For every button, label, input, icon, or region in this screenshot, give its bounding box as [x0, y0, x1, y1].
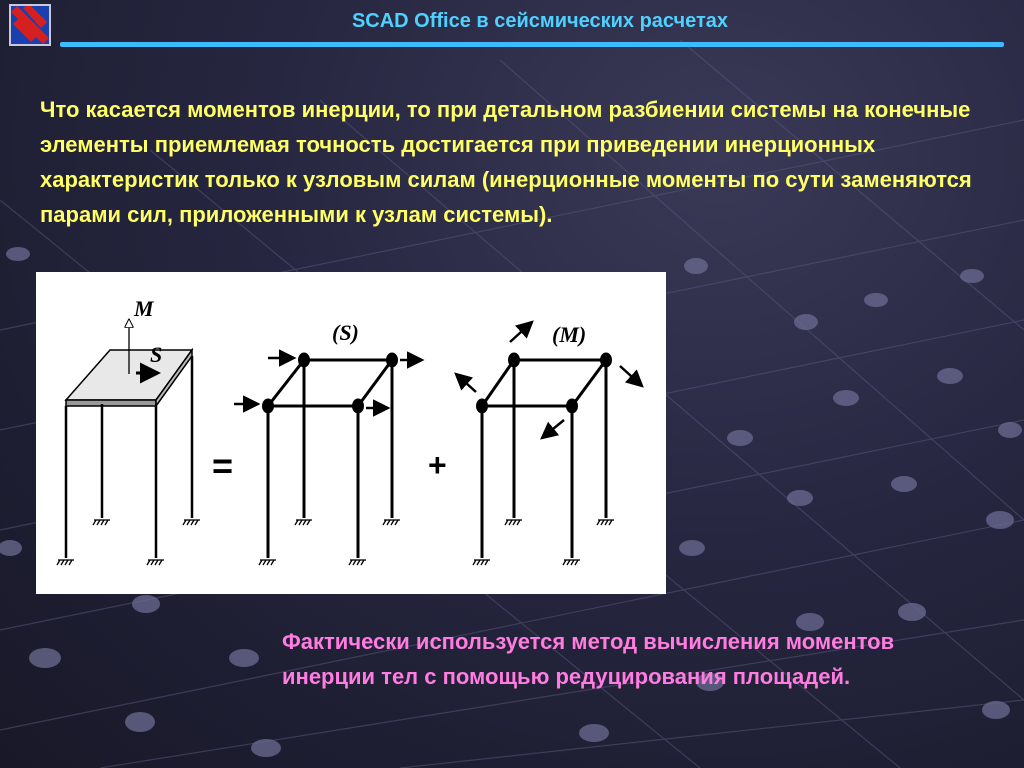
equals-sign: = — [212, 445, 234, 486]
nodal-moment-frame — [482, 360, 606, 558]
title-underline — [60, 42, 1004, 47]
force-group-label: (S) — [332, 320, 359, 345]
slide-title: SCAD Office в сейсмических расчетах — [351, 10, 729, 32]
force-label: S — [150, 342, 163, 367]
nodal-force-frame — [268, 360, 392, 558]
plus-sign: + — [428, 447, 447, 483]
support-icon — [57, 520, 200, 565]
scad-logo-icon — [9, 4, 51, 46]
slab-frame — [66, 350, 192, 558]
frame-diagram — [36, 272, 666, 594]
intro-paragraph: Что касается моментов инерции, то при детальном разбиении системы на конечные элементы приемлемая точность достигается при приведении инерционных характеристик только к узловым силам (инерционные моменты по сути заменяются парами сил, приложенными к узлам системы). — [40, 97, 972, 227]
moment-label: M — [134, 296, 154, 321]
conclusion-paragraph: Фактически используется метод вычисления моментов инерции тел с помощью редуцирования площадей. — [282, 629, 895, 689]
moment-group-label: (M) — [552, 322, 587, 347]
